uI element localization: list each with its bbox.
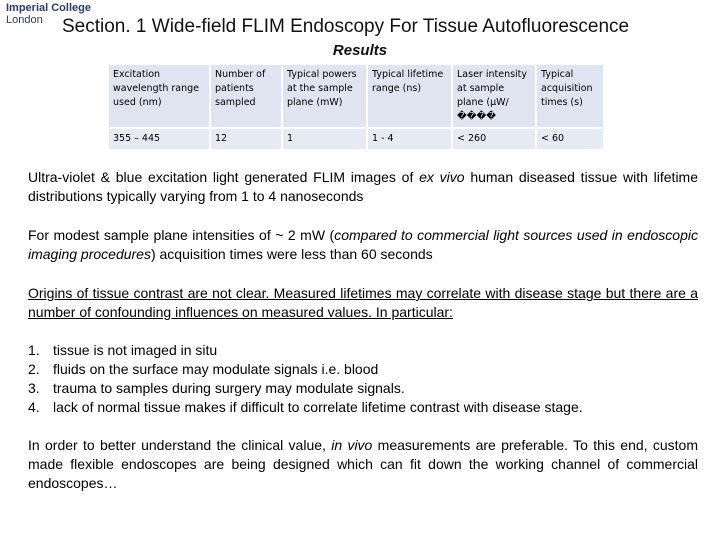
table-cell: 355 – 445 [109,129,209,149]
table-header-cell: Typical powers at the sample plane (mW) [283,65,366,127]
table-row [109,129,603,149]
text-run: Ultra-violet & blue excitation light generated FLIM images of [28,169,420,185]
paragraph-exvivo-results [28,168,698,206]
list-item [28,360,583,379]
italic-text: compared to commercial light sources used in endoscopic imaging procedures [28,227,698,262]
list-item [28,398,583,417]
paragraph-in-vivo [28,436,698,493]
list-number: 2. [28,361,40,377]
paragraph-acquisition-times [28,226,698,264]
confounding-influences-list [28,341,583,417]
table-cell: 1 - 4 [368,129,451,149]
text-run: For modest sample plane intensities of ~ 2 mW ( [28,227,335,243]
table-header-cell: Excitation wavelength range used (nm) [109,65,209,127]
list-text: fluids on the surface may modulate signals i.e. blood [53,361,379,377]
text-run: ) acquisition times were less than 60 seconds [150,246,433,262]
paragraph-tissue-contrast: Origins of tissue contrast are not clear. Measured lifetimes may correlate with disease stage but there are a number of confounding influences on measured values. In particular: [28,285,698,320]
table-cell: < 60 [537,129,603,149]
table-cell: 1 [283,129,366,149]
text-run: In order to better understand the clinical value, [28,437,332,453]
list-text: trauma to samples during surgery may modulate signals. [53,380,405,396]
list-item [28,341,583,360]
table-header-cell: Laser intensity at sample plane (µW/���� [453,65,535,127]
table-header-cell: Number of patients sampled [211,65,281,127]
slide-title: Section. 1 Wide-field FLIM Endoscopy For Tissue Autofluorescence [62,16,630,37]
table-header-cell: Typical acquisition times (s) [537,65,603,127]
slide-subtitle: Results [332,42,388,59]
table-cell: < 260 [453,129,535,149]
list-text: lack of normal tissue makes if difficult to correlate lifetime contrast with disease stage. [53,399,583,415]
italic-text: ex vivo [419,169,465,185]
text-run: measurements are preferable. To this end, custom made flexible endoscopes are being designed which can fit down the working channel of commercial endoscopes… [28,437,698,491]
list-number: 1. [28,342,40,358]
text-run: human diseased tissue with lifetime distributions typically varying from 1 to 4 nanoseconds [28,169,699,204]
list-number: 4. [28,399,40,415]
logo-line-2: London [6,14,43,26]
italic-text: in vivo [331,437,373,453]
table-cell: 12 [211,129,281,149]
list-item [28,379,583,398]
table-header-row [109,65,603,127]
results-table [107,63,605,151]
list-text: tissue is not imaged in situ [53,342,218,358]
logo-line-1: Imperial College [6,2,91,14]
table-header-cell: Typical lifetime range (ns) [368,65,451,127]
list-number: 3. [28,380,40,396]
